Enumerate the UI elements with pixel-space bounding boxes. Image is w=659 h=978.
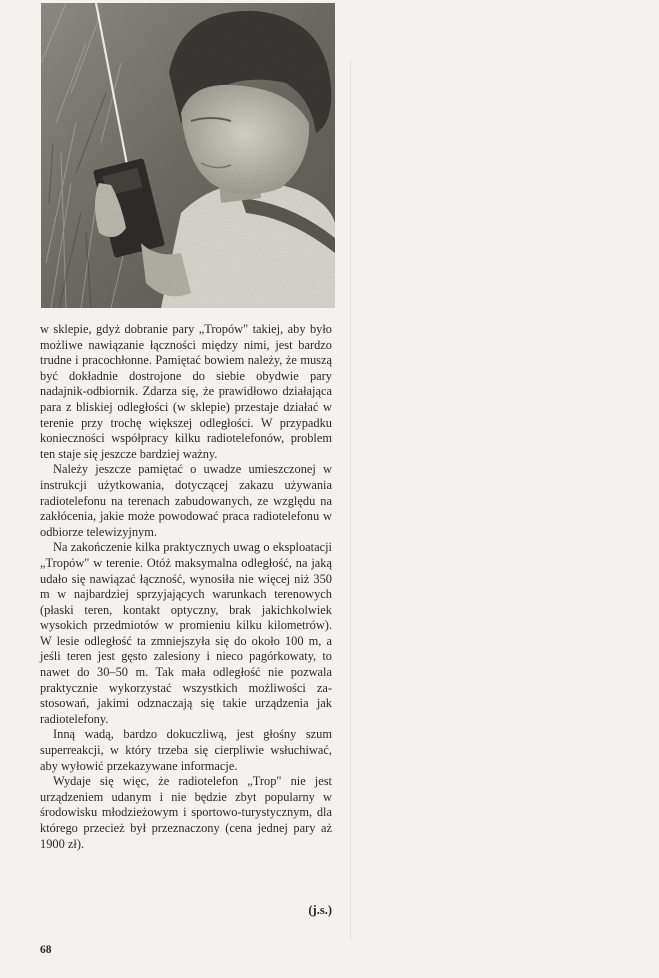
paragraph: Na zakończenie kilka praktycznych uwag o eksploatacji „Tropów" w terenie. Otóż maksymalna odległość, na jaką udało się nawiązać łączność, wynosiła nie więcej niż 350 m w najbardziej sprzyjających warunkach terenowych (płaski teren, kontakt optyczny, brak jakichkolwiek wysokich przedmiotów w promieniu kilku kilometrów). W lesie odległość ta zmniejszyła się do około 100 m, a jeśli teren jest gęsto zalesiony i nieco pagórkowaty, to nawet do 30–50 m. Tak mała odległość nie pozwala praktycznie wykorzystać wszystkich możliwości zastosowań, jakimi odznaczają się takie urządzenia jak radiotelefony. [40, 540, 332, 726]
paragraph: Należy jeszcze pamiętać o uwadze umieszczonej w instrukcji użytkowania, dotyczącej zakazu używania radiotelefonu na terenach zabudowanych, ze względu na zakłócenia, jakie może powodować praca radiotelefonu w odbiorze telewizyjnym. [40, 462, 332, 539]
paragraph: Wydaje się więc, że radiotelefon „Trop" nie jest urządzeniem udanym i nie będzie zbyt popularny w środowisku młodzieżowym i sportowo-turystycznym, dla którego przecież był przeznaczony (cena jednej pary aż 1900 zł). [40, 774, 332, 851]
photo-boy-with-radio-icon [41, 3, 335, 308]
paragraph: Inną wadą, bardzo dokuczliwą, jest głośny szum superreakcji, w który trzeba się cierpliwie wsłuchiwać, aby wyłowić przekazywane informacje. [40, 727, 332, 773]
photo-boy-with-radio [41, 3, 335, 308]
author-signature: (j.s.) [308, 903, 332, 917]
paragraph: w sklepie, gdyż dobranie pary „Tropów" takiej, aby było możliwe nawiązanie łączności między nimi, jest bardzo trudne i pracochłonne. Pamiętać bowiem należy, że muszą być dokładnie dostrojone do siebie obydwie pary nadajnik-odbiornik. Zdarza się, że prawidłowo działająca para z bliskiej odległości (w sklepie) przestaje działać w terenie przy trochę większej odległości. W przypadku konieczności współpracy kilku radiotelefonów, problem ten staje się jeszcze bardziej ważny. [40, 322, 332, 461]
article-text [40, 322, 332, 852]
page-fold-line [350, 60, 351, 940]
page-number: 68 [40, 944, 52, 956]
